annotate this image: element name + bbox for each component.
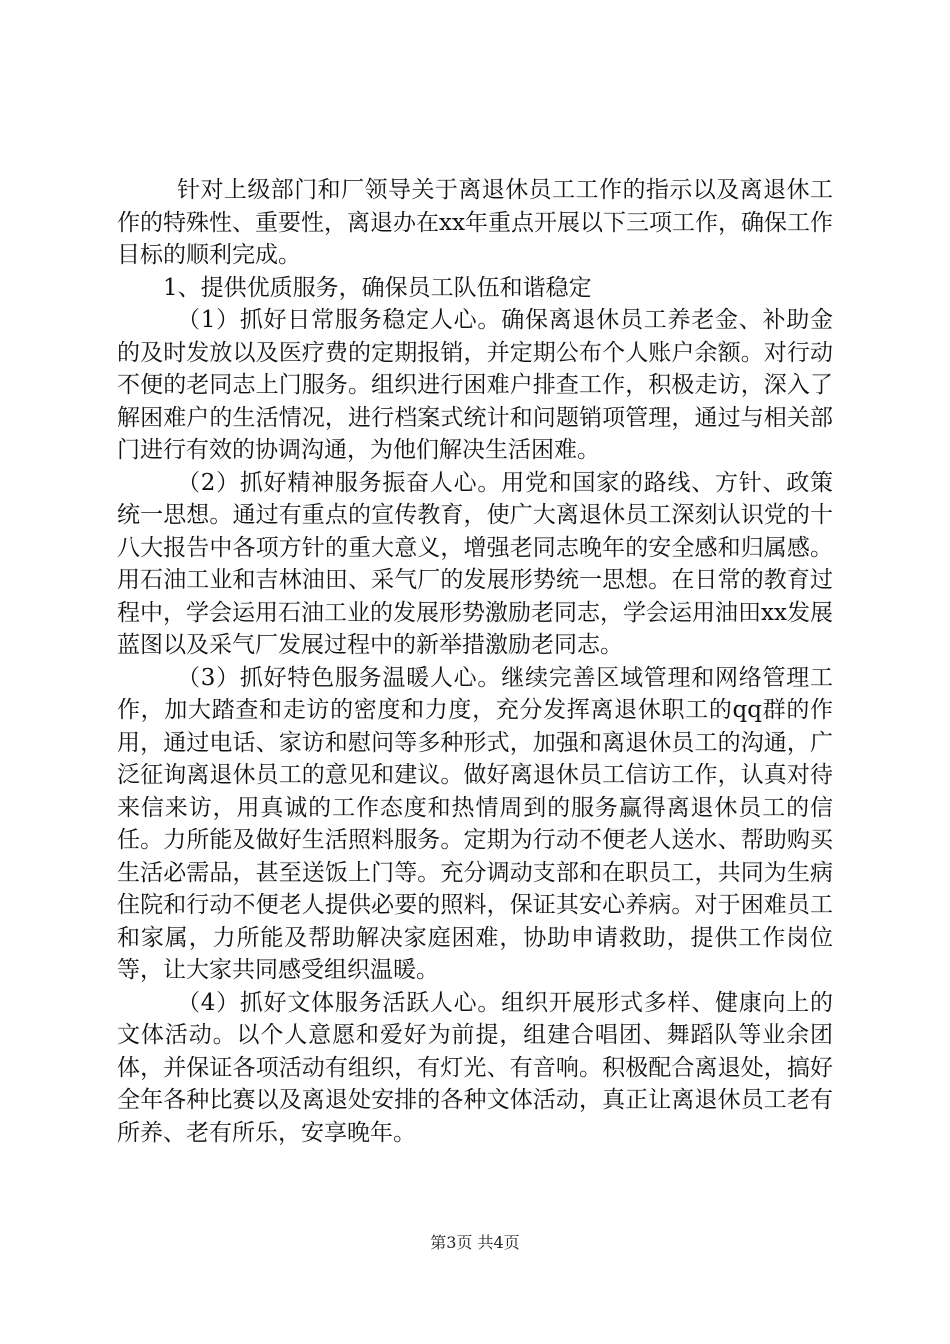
item-paragraph-4: （4）抓好文体服务活跃人心。组织开展形式多样、健康向上的文体活动。以个人意愿和爱好为前提，组建合唱团、舞蹈队等业余团体，并保证各项活动有组织，有灯光、有音响。积极配合离退处，搞好全年各种比赛以及离退处安排的各种文体活动，真正让离退休员工老有所养、老有所乐，安享晚年。 — [117, 989, 833, 1146]
section-heading: 1、提供优质服务，确保员工队伍和谐稳定 — [163, 274, 592, 301]
item-paragraph-3: （3）抓好特色服务温暖人心。继续完善区域管理和网络管理工作，加大踏查和走访的密度和力度，充分发挥离退休职工的qq群的作用，通过电话、家访和慰问等多种形式，加强和离退休员工的沟通，广泛征询离退休员工的意见和建议。做好离退休员工信访工作，认真对待来信来访，用真诚的工作态度和热情周到的服务赢得离退休员工的信任。力所能及做好生活照料服务。定期为行动不便老人送水、帮助购买生活必需品，甚至送饭上门等。充分调动支部和在职员工，共同为生病住院和行动不便老人提供必要的照料，保证其安心养病。对于困难员工和家属，力所能及帮助解决家庭困难，协助申请救助，提供工作岗位等，让大家共同感受组织温暖。 — [117, 664, 833, 983]
page-number-footer: 第3页 共4页 — [430, 1233, 520, 1252]
item-paragraph-2: （2）抓好精神服务振奋人心。用党和国家的路线、方针、政策统一思想。通过有重点的宣传教育，使广大离退休员工深刻认识党的十八大报告中各项方针的重大意义，增强老同志晚年的安全感和归属感。用石油工业和吉林油田、采气厂的发展形势统一思想。在日常的教育过程中，学会运用石油工业的发展形势激励老同志，学会运用油田xx发展蓝图以及采气厂发展过程中的新举措激励老同志。 — [117, 469, 833, 658]
document-body — [117, 174, 833, 1149]
intro-paragraph: 针对上级部门和厂领导关于离退休员工工作的指示以及离退休工作的特殊性、重要性，离退办在xx年重点开展以下三项工作，确保工作目标的顺利完成。 — [117, 177, 833, 268]
item-paragraph-1: （1）抓好日常服务稳定人心。确保离退休员工养老金、补助金的及时发放以及医疗费的定期报销，并定期公布个人账户余额。对行动不便的老同志上门服务。组织进行困难户排查工作，积极走访，深入了解困难户的生活情况，进行档案式统计和问题销项管理，通过与相关部门进行有效的协调沟通，为他们解决生活困难。 — [117, 307, 833, 463]
